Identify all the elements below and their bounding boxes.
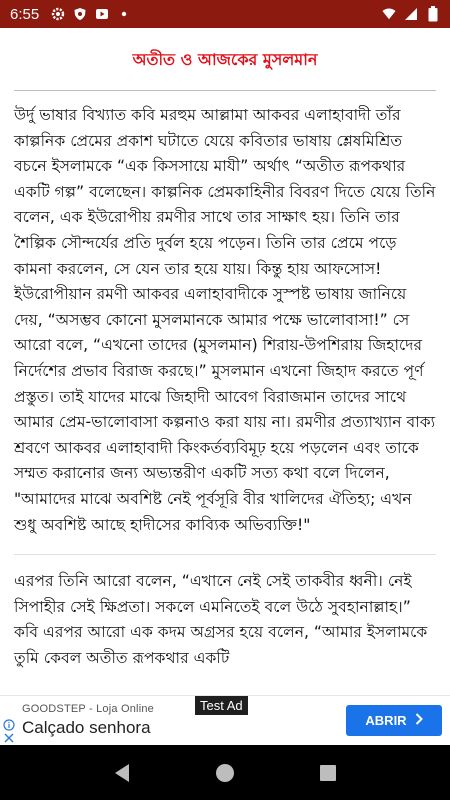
play-icon [95, 7, 109, 21]
article-title: অতীত ও আজকের মুসলমান [132, 50, 318, 69]
ad-open-label: ABRIR [365, 713, 407, 728]
back-icon[interactable] [112, 763, 132, 783]
status-time: 6:55 [10, 5, 40, 23]
battery-icon [426, 7, 440, 21]
home-icon[interactable] [215, 763, 235, 783]
ad-brand: GOODSTEP - Loja Online [22, 703, 154, 715]
gear-icon [51, 7, 65, 21]
test-ad-badge: Test Ad [195, 696, 248, 715]
recents-icon[interactable] [318, 763, 338, 783]
article-content[interactable] [0, 28, 450, 695]
status-bar [0, 0, 450, 28]
ad-open-button[interactable] [346, 705, 442, 736]
chevron-right-icon [415, 713, 423, 728]
close-icon[interactable] [3, 732, 15, 744]
shield-icon [73, 7, 87, 21]
wifi-icon [382, 7, 396, 21]
signal-icon [404, 7, 418, 21]
divider [14, 90, 436, 91]
article-paragraph: এরপর তিনি আরো বলেন, “এখানে নেই সেই তাকবীর ধ্বনী। নেই সিপাহীর সেই ক্ষিপ্রতা। সকলে এমনিতেই বলে উঠে সুবহানাল্লাহ।” কবি এরপর আরো এক কদম অগ্রসর হয়ে বলেন, “আমার ইসলামকে তুমি কেবল অতীত রূপকথার একটি [14, 572, 428, 667]
dot-icon [117, 7, 131, 21]
ad-product-title[interactable]: Calçado senhora [22, 718, 151, 737]
system-nav-bar [0, 745, 450, 800]
info-icon[interactable] [3, 716, 15, 728]
divider [14, 554, 436, 555]
ad-banner[interactable] [0, 695, 450, 745]
article-paragraph: উর্দু ভাষার বিখ্যাত কবি মরহুম আল্লামা আকবর এলাহাবাদী তাঁর কাল্পনিক প্রেমের প্রকাশ ঘটাতে যেয়ে কবিতার ভাষায় শ্লেষমিশ্রিত বচনে ইসলামকে “এক কিসসায়ে মাযী” অর্থাৎ “অতীত রূপকথার একটি গল্প” বলেছেন। কাল্পনিক প্রেমকাহিনীর বিবরণ দিতে যেয়ে তিনি বলেন, এক ইউরোপীয় রমণীর সাথে তার সাক্ষাৎ হয়। তিনি তার শৈল্পিক সৌন্দর্যের প্রতি দুর্বল হয়ে পড়েন। তিনি তার প্রেমে পড়ে কামনা করলেন, সে যেন তার হয়ে যায়। কিন্তু হায় আফসোস! ইউরোপীয়ান রমণী আকবর এলাহাবাদীকে সুস্পষ্ট ভাষায় জানিয়ে দেয়, “অসম্ভব কোনো মুসলমানকে আমার পক্ষে ভালোবাসা!” সে আরো বলে, “এখনো তাদের (মুসলমান) শিরায়-উপশিরায় জিহাদের নির্দেশের প্রভাব বিরাজ করছে।” মুসলমান এখনো জিহাদ করতে পূর্ণ প্রস্তুত। তাই যাদের মাঝে জিহাদী আবেগ বিরাজমান তাদের সাথে আমার প্রেম-ভালোবাসা কল্পনাও করা যায় না। রমণীর প্রত্যাখ্যান বাক্য শ্রবণে আকবর এলাহাবাদী কিংকর্তব্যবিমূঢ় হয়ে পড়লেন এবং তাকে সম্মত করানোর জন্য অভ্যন্তরীণ একটি সত্য কথা বলে দিলেন, "আমাদের মাঝে অবশিষ্ট নেই পূর্বসূরি বীর খালিদের ঐতিহ্য; এখন শুধু অবশিষ্ট আছে হাদীসের কাব্যিক অভিব্যক্তি!" [14, 106, 436, 534]
